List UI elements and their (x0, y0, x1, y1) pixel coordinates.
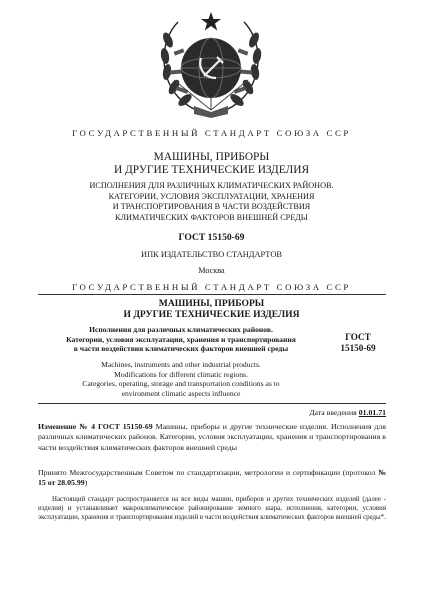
standard-en-line: environment climatic aspects influence (121, 388, 241, 398)
date-value: 01.01.71 (358, 408, 386, 417)
standard-gost-number: 15150-69 (340, 343, 376, 354)
cover-title-line: МАШИНЫ, ПРИБОРЫ (153, 151, 270, 163)
standard-en-line: Machines, instruments and other industrial products. (101, 360, 261, 369)
standard-bottom-rule (38, 403, 386, 404)
adopted-text: Принято Межгосударственным Советом по стандартизации, метрологии и сертификации (протокол (38, 468, 379, 477)
standard-ru-line: Исполнения для различных климатических районов. (89, 325, 273, 334)
standard-header-rule (38, 294, 386, 295)
scope-text: Настоящий стандарт распространяется на все виды машин, приборов и других технических изделий (далее - изделия) и устанавливает макроклиматическое районирование земного шара, исполнения, категории, условия эксплуатации, хранения и транспортирования изделий в части воздействия климатических факторов внешней среды*. (38, 496, 386, 522)
cover-gost-number: ГОСТ 15150-69 (178, 232, 245, 243)
scope-paragraph (38, 495, 386, 523)
ussr-emblem-icon (154, 10, 268, 120)
cover-subtitle-line: КЛИМАТИЧЕСКИХ ФАКТОРОВ ВНЕШНЕЙ СРЕДЫ (115, 212, 308, 222)
cover-title (0, 151, 423, 177)
standard-en-title (40, 360, 322, 398)
standard-title-line: И ДРУГИЕ ТЕХНИЧЕСКИЕ ИЗДЕЛИЯ (123, 309, 300, 320)
cover-city: Москва (198, 266, 225, 275)
change-paragraph (38, 422, 386, 453)
standard-ru-line: в части воздействия климатических факторов внешней среды (73, 344, 289, 354)
cover-subtitle (0, 181, 423, 223)
introduction-date (240, 408, 386, 417)
cover-subtitle-line: ИСПОЛНЕНИЯ ДЛЯ РАЗЛИЧНЫХ КЛИМАТИЧЕСКИХ РАЙОНОВ. (89, 181, 334, 190)
adopted-end: ) (84, 478, 88, 488)
standard-title (0, 298, 423, 320)
adopted-protocol: № 15 от 28.05.99 (38, 468, 386, 488)
cover-title-line: И ДРУГИЕ ТЕХНИЧЕСКИЕ ИЗДЕЛИЯ (113, 164, 310, 176)
standard-gost-label: ГОСТ (345, 332, 371, 342)
standard-ru-line: Категории, условия эксплуатации, хранения и транспортирования (66, 334, 296, 344)
change-text: Машины, приборы и другие технические изделия. Исполнения для различных климатических районов. Категории, условия эксплуатации, хранения и транспортирования в части воздействия климатических факторов внешней среды (38, 422, 387, 452)
change-title: Изменение № 4 ГОСТ 15150-69 (38, 422, 153, 431)
cover-subtitle-line: И ТРАНСПОРТИРОВАНИЯ В ЧАСТИ ВОЗДЕЙСТВИЯ (112, 202, 311, 212)
standard-ru-title (40, 325, 322, 354)
date-label: Дата введения (309, 408, 357, 417)
adopted-paragraph (38, 468, 386, 489)
standard-header: ГОСУДАРСТВЕННЫЙ СТАНДАРТ СОЮЗА ССР (72, 282, 351, 292)
cover-subtitle-line: КАТЕГОРИИ, УСЛОВИЯ ЭКСПЛУАТАЦИИ, ХРАНЕНИЯ (108, 191, 315, 201)
standard-en-line: Modifications for different climatic regions. (114, 369, 248, 379)
standard-gost-box (328, 332, 388, 355)
standard-title-line: МАШИНЫ, ПРИБОРЫ (158, 298, 265, 309)
cover-header: ГОСУДАРСТВЕННЫЙ СТАНДАРТ СОЮЗА ССР (69, 128, 354, 138)
cover-publisher: ИПК ИЗДАТЕЛЬСТВО СТАНДАРТОВ (141, 250, 282, 259)
standard-en-line: Categories, operating, storage and transportation conditions as to (82, 379, 280, 389)
